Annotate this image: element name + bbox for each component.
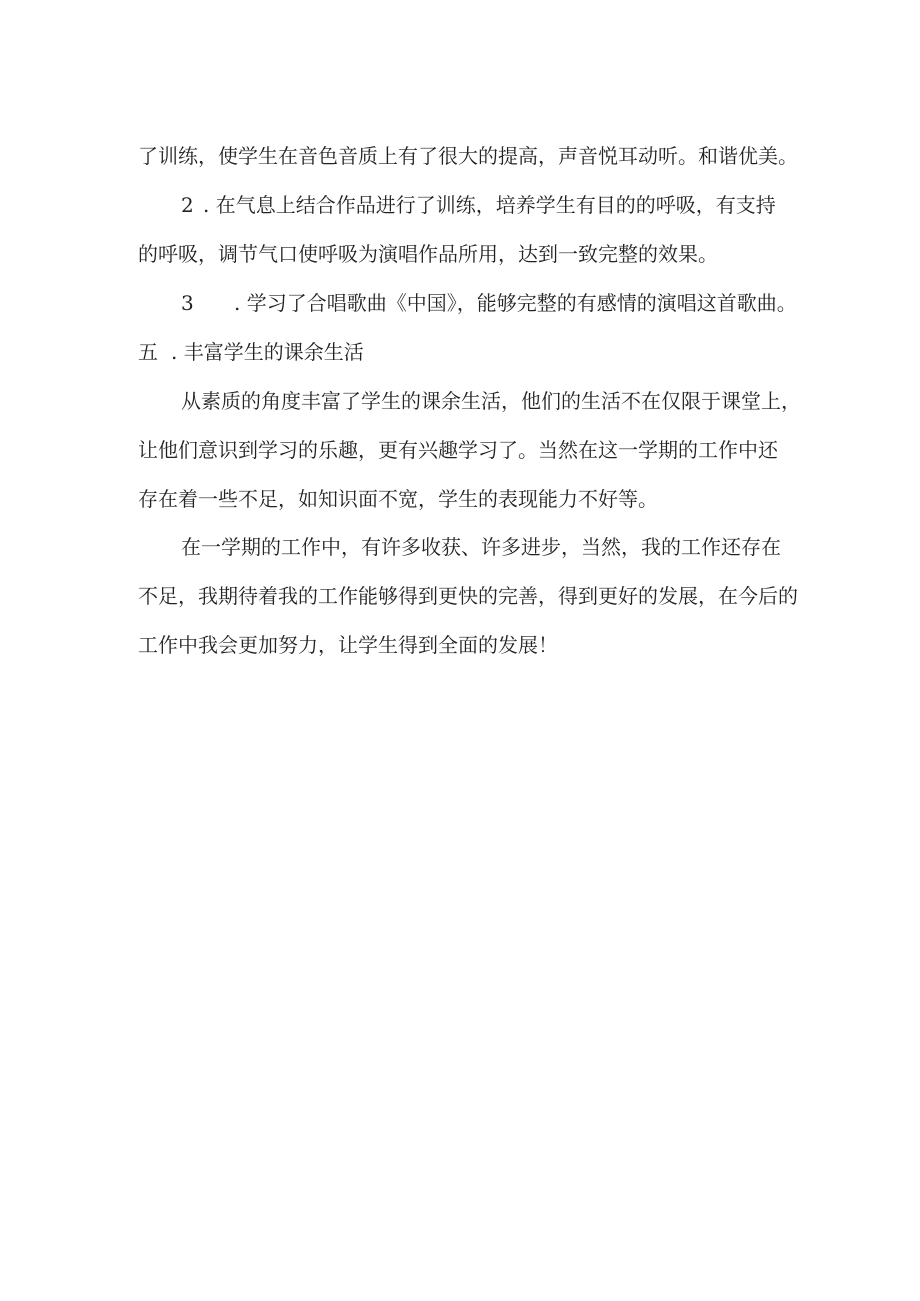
paragraph-2-line-1: 在一学期的工作中，有许多收获、许多进步，当然，我的工作还存在	[181, 535, 781, 559]
section-5-number: 五	[138, 340, 158, 364]
list-item-2-number: 2	[181, 193, 194, 217]
paragraph-2-line-3: 工作中我会更加努力，让学生得到全面的发展！	[138, 633, 558, 657]
list-item-2-text: . 在气息上结合作品进行了训练，培养学生有目的的呼吸，有支持	[203, 193, 776, 217]
paragraph-2-line-2: 不足，我期待着我的工作能够得到更快的完善，得到更好的发展，在今后的	[138, 584, 798, 608]
list-item-2-continuation: 的呼吸，调节气口使呼吸为演唱作品所用，达到一致完整的效果。	[138, 242, 718, 266]
list-item-3-number: 3	[181, 291, 194, 315]
paragraph-1-line-2: 让他们意识到学习的乐趣，更有兴趣学习了。当然在这一学期的工作中还	[138, 438, 778, 462]
list-item-3-text: . 学习了合唱歌曲《中国》，能够完整的有感情的演唱这首歌曲。	[234, 291, 797, 315]
section-5-title: . 丰富学生的课余生活	[171, 340, 364, 364]
continued-paragraph-line: 了训练，使学生在音色音质上有了很大的提高，声音悦耳动听。和谐优美。	[138, 144, 798, 168]
paragraph-1-line-3: 存在着一些不足，如知识面不宽，学生的表现能力不好等。	[138, 487, 658, 511]
paragraph-1-line-1: 从素质的角度丰富了学生的课余生活，他们的生活不在仅限于课堂上，	[181, 389, 801, 413]
